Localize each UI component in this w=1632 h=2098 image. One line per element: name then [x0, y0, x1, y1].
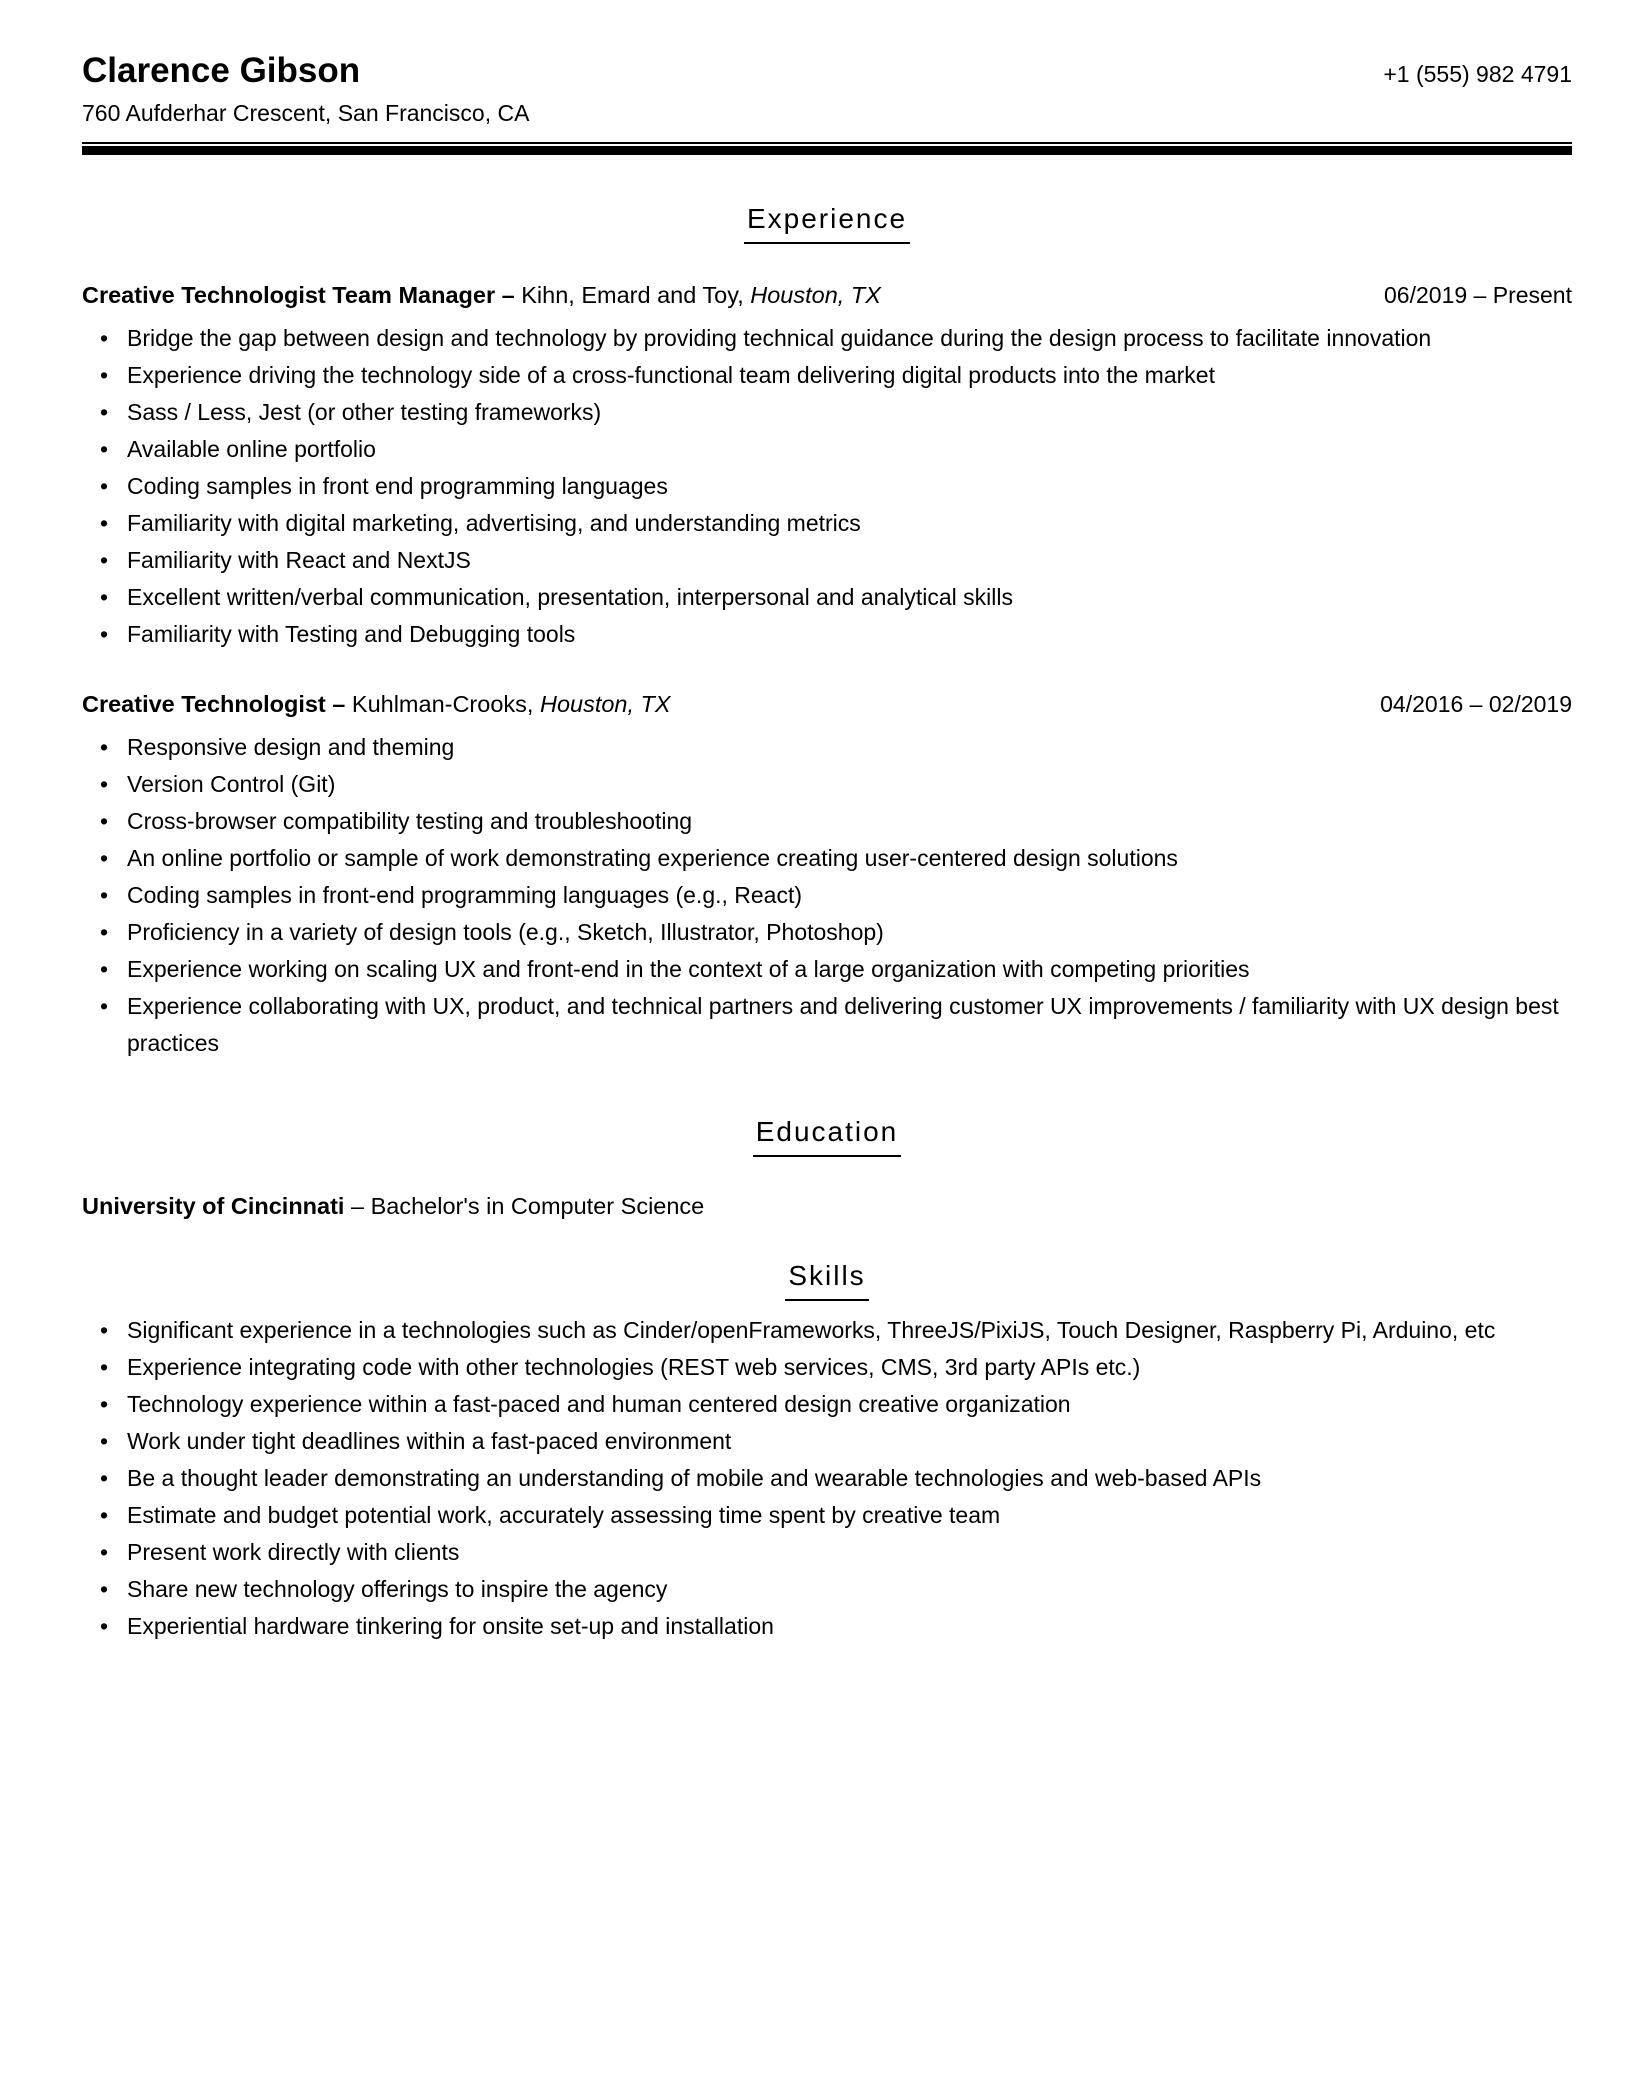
job-bullet: • Bridge the gap between design and technology by providing technical guidance during the design process to facilitate innovation: [127, 320, 1572, 357]
skill-bullet: • Significant experience in a technologies such as Cinder/openFrameworks, ThreeJS/PixiJS, Touch Designer, Raspberry Pi, Arduino, etc: [127, 1312, 1572, 1349]
job-bullet: • Cross-browser compatibility testing and troubleshooting: [127, 803, 1572, 840]
experience-section-heading: [82, 203, 1572, 244]
job-company: Kihn, Emard and Toy,: [514, 281, 751, 308]
job-bullet: • Coding samples in front end programming languages: [127, 468, 1572, 505]
job-bullet: • Proficiency in a variety of design tools (e.g., Sketch, Illustrator, Photoshop): [127, 914, 1572, 951]
job-bullet: • Experience driving the technology side of a cross-functional team delivering digital products into the market: [127, 357, 1572, 394]
job-bullet: • Version Control (Git): [127, 766, 1572, 803]
candidate-address: 760 Aufderhar Crescent, San Francisco, CA: [82, 99, 530, 126]
header-divider: [82, 142, 1572, 155]
job-dates: 04/2016 – 02/2019: [1380, 690, 1572, 717]
job-entry: [82, 282, 1572, 653]
job-header: [82, 691, 1572, 718]
job-bullet: • Coding samples in front-end programming languages (e.g., React): [127, 877, 1572, 914]
job-bullet: • Experience collaborating with UX, product, and technical partners and delivering customer UX improvements / familiarity with UX design best practices: [127, 988, 1572, 1062]
education-school: University of Cincinnati: [82, 1192, 345, 1219]
job-bullet-list: [82, 320, 1572, 653]
job-bullet: • Experience working on scaling UX and front-end in the context of a large organization with competing priorities: [127, 951, 1572, 988]
divider-thin-line: [82, 142, 1572, 144]
skill-bullet: • Present work directly with clients: [127, 1534, 1572, 1571]
education-section-heading: [82, 1116, 1572, 1157]
skills-bullet-list: [82, 1312, 1572, 1645]
job-role: Creative Technologist –: [82, 690, 346, 717]
candidate-name: Clarence Gibson: [82, 51, 361, 90]
skill-bullet: • Be a thought leader demonstrating an understanding of mobile and wearable technologies and web-based APIs: [127, 1460, 1572, 1497]
phone-number: +1 (555) 982 4791: [1383, 61, 1572, 87]
job-bullet: • Sass / Less, Jest (or other testing frameworks): [127, 394, 1572, 431]
skill-bullet: • Experience integrating code with other technologies (REST web services, CMS, 3rd party APIs etc.): [127, 1349, 1572, 1386]
skill-bullet: • Work under tight deadlines within a fast-paced environment: [127, 1423, 1572, 1460]
resume-header: [82, 52, 1572, 155]
job-bullet-list: [82, 729, 1572, 1062]
skill-bullet: • Experiential hardware tinkering for onsite set-up and installation: [127, 1608, 1572, 1645]
skills-section-heading: [82, 1260, 1572, 1301]
job-bullet: • Available online portfolio: [127, 431, 1572, 468]
header-row: [82, 52, 1572, 91]
skill-bullet: • Share new technology offerings to inspire the agency: [127, 1571, 1572, 1608]
job-location: Houston, TX: [539, 690, 671, 717]
divider-thick-line: [82, 146, 1572, 155]
job-header: [82, 282, 1572, 309]
job-title: [82, 282, 881, 309]
job-bullet: • Familiarity with digital marketing, advertising, and understanding metrics: [127, 505, 1572, 542]
job-title: [82, 691, 671, 718]
education-degree: – Bachelor's in Computer Science: [344, 1192, 705, 1219]
job-company: Kuhlman-Crooks,: [345, 690, 540, 717]
job-bullet: • Excellent written/verbal communication, presentation, interpersonal and analytical skills: [127, 579, 1572, 616]
job-role: Creative Technologist Team Manager –: [82, 281, 515, 308]
job-entry: [82, 691, 1572, 1062]
job-location: Houston, TX: [750, 281, 881, 308]
education-heading-text: Education: [753, 1116, 902, 1157]
education-entry: [82, 1193, 1572, 1220]
job-bullet: • An online portfolio or sample of work demonstrating experience creating user-centered design solutions: [127, 840, 1572, 877]
skill-bullet: • Technology experience within a fast-paced and human centered design creative organization: [127, 1386, 1572, 1423]
job-dates: 06/2019 – Present: [1384, 281, 1572, 308]
job-bullet: • Responsive design and theming: [127, 729, 1572, 766]
skills-heading-text: Skills: [785, 1260, 868, 1301]
skill-bullet: • Estimate and budget potential work, accurately assessing time spent by creative team: [127, 1497, 1572, 1534]
job-bullet: • Familiarity with Testing and Debugging tools: [127, 616, 1572, 653]
experience-heading-text: Experience: [744, 203, 910, 244]
job-bullet: • Familiarity with React and NextJS: [127, 542, 1572, 579]
